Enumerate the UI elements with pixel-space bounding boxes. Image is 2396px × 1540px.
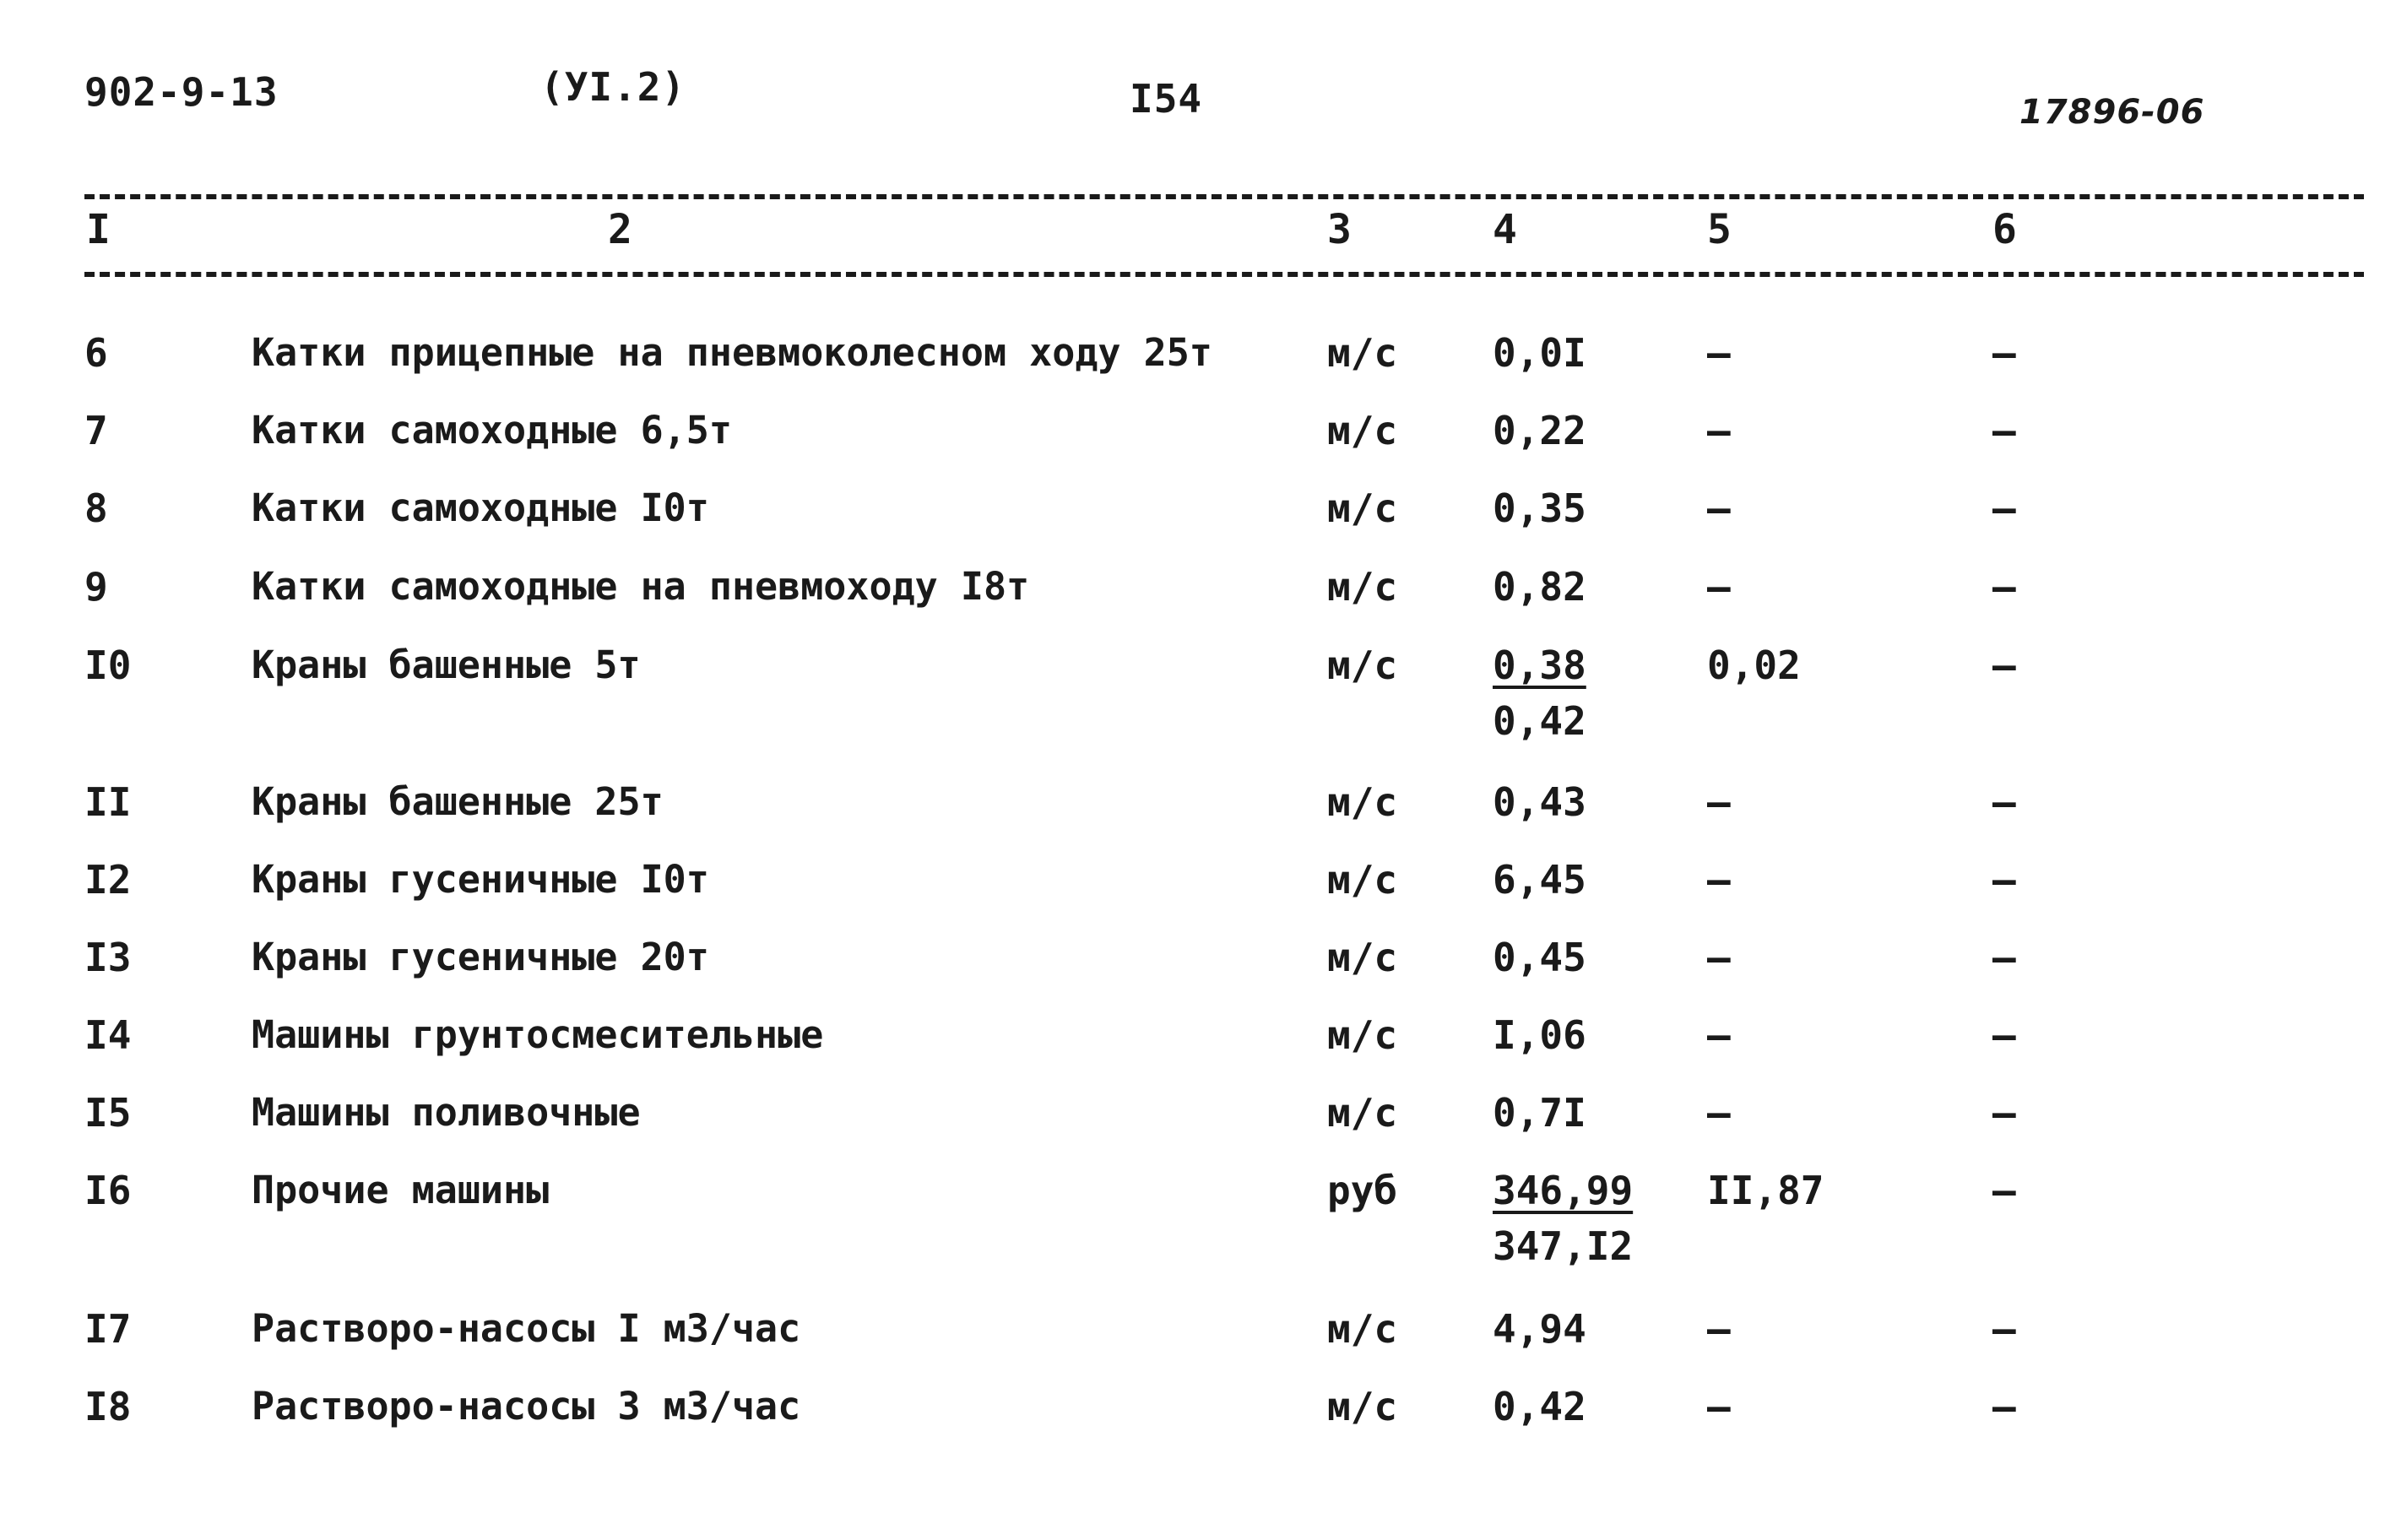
table-row <box>0 856 2396 932</box>
row-name: Краны башенные 25т <box>252 779 664 824</box>
row-value-5: II,87 <box>1707 1168 1824 1213</box>
row-unit: м/с <box>1327 779 1398 825</box>
row-value-4-denominator: 0,42 <box>1493 698 1586 744</box>
row-number: 7 <box>84 408 108 453</box>
table-row <box>0 485 2396 561</box>
row-value-5: – <box>1707 485 1731 531</box>
table-row <box>0 1383 2396 1459</box>
inventory-number: 17896-06 <box>2019 93 2205 132</box>
row-number: I5 <box>84 1090 132 1136</box>
row-name: Растворо-насосы I м3/час <box>252 1306 801 1351</box>
row-name: Краны гусеничные I0т <box>252 857 709 902</box>
row-value-4: I,06 <box>1493 1012 1586 1058</box>
document-code: 902-9-13 <box>84 69 279 115</box>
row-number: I2 <box>84 857 132 903</box>
row-number: I8 <box>84 1384 132 1429</box>
row-name: Краны гусеничные 20т <box>252 935 709 979</box>
row-value-5: – <box>1707 935 1731 980</box>
table-row <box>0 778 2396 854</box>
table-row <box>0 1011 2396 1087</box>
row-name: Катки прицепные на пневмоколесном ходу 25т <box>252 330 1212 375</box>
row-name: Машины поливочные <box>252 1090 641 1135</box>
row-value-5: – <box>1707 330 1731 376</box>
row-number: I6 <box>84 1168 132 1213</box>
table-row <box>0 1089 2396 1165</box>
row-name: Катки самоходные 6,5т <box>252 408 732 453</box>
row-value-6: – <box>1992 643 2016 688</box>
row-value-4: 0,43 <box>1493 779 1586 825</box>
table-row <box>0 934 2396 1010</box>
row-value-4 <box>1493 1167 1633 1270</box>
row-number: 8 <box>84 485 108 531</box>
row-unit: м/с <box>1327 408 1398 453</box>
row-value-4: 0,45 <box>1493 935 1586 980</box>
table-top-rule <box>84 194 2364 199</box>
row-value-4: 0,82 <box>1493 564 1586 610</box>
row-number: I7 <box>84 1306 132 1352</box>
row-value-6: – <box>1992 1012 2016 1058</box>
row-value-4-denominator: 347,I2 <box>1493 1223 1634 1269</box>
column-header-5: 5 <box>1707 206 1732 253</box>
row-value-6: – <box>1992 330 2016 376</box>
row-name: Прочие машины <box>252 1168 550 1212</box>
row-value-5: – <box>1707 408 1731 453</box>
row-name: Машины грунтосмесительные <box>252 1012 824 1057</box>
row-unit: м/с <box>1327 1012 1398 1058</box>
row-value-6: – <box>1992 1306 2016 1352</box>
column-header-6: 6 <box>1992 206 2017 253</box>
row-unit: руб <box>1327 1168 1398 1213</box>
row-number: 6 <box>84 330 108 376</box>
table-row <box>0 642 2396 744</box>
row-unit: м/с <box>1327 643 1398 688</box>
row-number: 9 <box>84 564 108 610</box>
row-value-5: – <box>1707 1306 1731 1352</box>
row-unit: м/с <box>1327 1384 1398 1429</box>
row-name: Катки самоходные I0т <box>252 485 709 530</box>
row-value-6: – <box>1992 1384 2016 1429</box>
column-header-2: 2 <box>608 206 632 253</box>
table-row <box>0 563 2396 639</box>
row-name: Катки самоходные на пневмоходу I8т <box>252 564 1030 609</box>
row-value-6: – <box>1992 1168 2016 1213</box>
row-number: I0 <box>84 643 132 688</box>
column-header-1: I <box>86 206 111 253</box>
row-value-6: – <box>1992 1090 2016 1136</box>
row-number: II <box>84 779 132 825</box>
row-unit: м/с <box>1327 1090 1398 1136</box>
table-row <box>0 407 2396 483</box>
row-number: I3 <box>84 935 132 980</box>
page-number: I54 <box>1130 76 1203 122</box>
table-row <box>0 1305 2396 1381</box>
row-unit: м/с <box>1327 935 1398 980</box>
row-value-5: 0,02 <box>1707 643 1801 688</box>
table-row <box>0 329 2396 405</box>
row-number: I4 <box>84 1012 132 1058</box>
row-value-4: 0,7I <box>1493 1090 1586 1136</box>
row-value-4-numerator: 346,99 <box>1493 1168 1634 1213</box>
row-value-4: 6,45 <box>1493 857 1586 903</box>
column-header-4: 4 <box>1493 206 1517 253</box>
row-value-4: 0,42 <box>1493 1384 1586 1429</box>
row-value-6: – <box>1992 779 2016 825</box>
row-unit: м/с <box>1327 485 1398 531</box>
column-header-3: 3 <box>1327 206 1352 253</box>
row-unit: м/с <box>1327 857 1398 903</box>
row-value-6: – <box>1992 408 2016 453</box>
table-row <box>0 1167 2396 1269</box>
row-unit: м/с <box>1327 1306 1398 1352</box>
row-name: Растворо-насосы 3 м3/час <box>252 1384 801 1429</box>
row-value-5: – <box>1707 1384 1731 1429</box>
row-value-5: – <box>1707 779 1731 825</box>
table-header-rule <box>84 272 2364 277</box>
row-unit: м/с <box>1327 330 1398 376</box>
row-value-6: – <box>1992 485 2016 531</box>
row-value-6: – <box>1992 564 2016 610</box>
row-value-5: – <box>1707 564 1731 610</box>
row-value-4: 4,94 <box>1493 1306 1586 1352</box>
row-value-4: 0,35 <box>1493 485 1586 531</box>
row-value-5: – <box>1707 1090 1731 1136</box>
row-value-6: – <box>1992 935 2016 980</box>
row-value-4-numerator: 0,38 <box>1493 643 1586 688</box>
row-name: Краны башенные 5т <box>252 643 641 687</box>
row-value-5: – <box>1707 1012 1731 1058</box>
row-unit: м/с <box>1327 564 1398 610</box>
row-value-4: 0,22 <box>1493 408 1586 453</box>
row-value-6: – <box>1992 857 2016 903</box>
section-number: (УI.2) <box>540 64 686 110</box>
row-value-4: 0,0I <box>1493 330 1586 376</box>
row-value-4 <box>1493 642 1586 745</box>
row-value-5: – <box>1707 857 1731 903</box>
